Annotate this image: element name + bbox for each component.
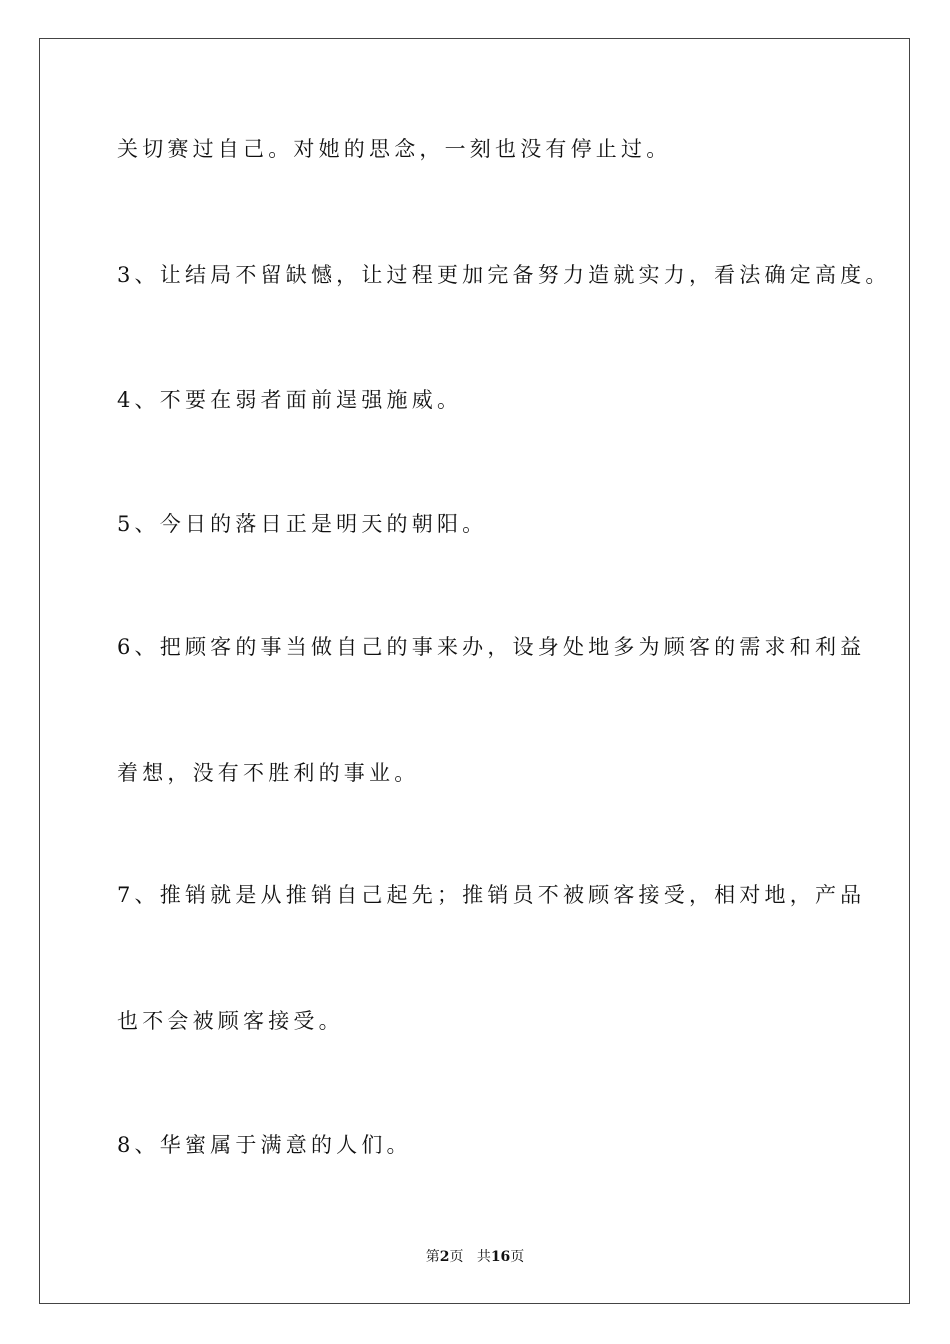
footer-total-prefix: 共 — [476, 1249, 491, 1265]
footer-page-prefix: 第 — [425, 1249, 440, 1265]
page-footer — [0, 1248, 950, 1266]
body-line-9: 8、华蜜属于满意的人们。 — [117, 1133, 412, 1157]
footer-total-suffix: 页 — [510, 1249, 525, 1265]
page-border — [39, 38, 910, 1304]
body-line-1: 关切赛过自己。对她的思念，一刻也没有停止过。 — [117, 137, 672, 161]
body-line-6: 着想，没有不胜利的事业。 — [117, 761, 420, 785]
body-line-7: 7、推销就是从推销自己起先；推销员不被顾客接受，相对地，产品 — [117, 883, 866, 907]
footer-page-suffix: 页 — [449, 1249, 464, 1265]
body-line-5: 6、把顾客的事当做自己的事来办，设身处地多为顾客的需求和利益 — [117, 635, 866, 659]
body-line-2: 3、让结局不留缺憾，让过程更加完备努力造就实力，看法确定高度。 — [117, 263, 891, 287]
body-line-4: 5、今日的落日正是明天的朝阳。 — [117, 512, 488, 536]
footer-total-pages: 16 — [490, 1249, 511, 1265]
body-line-3: 4、不要在弱者面前逞强施威。 — [117, 388, 463, 412]
body-line-8: 也不会被顾客接受。 — [117, 1009, 344, 1033]
footer-page-number: 2 — [439, 1249, 450, 1265]
